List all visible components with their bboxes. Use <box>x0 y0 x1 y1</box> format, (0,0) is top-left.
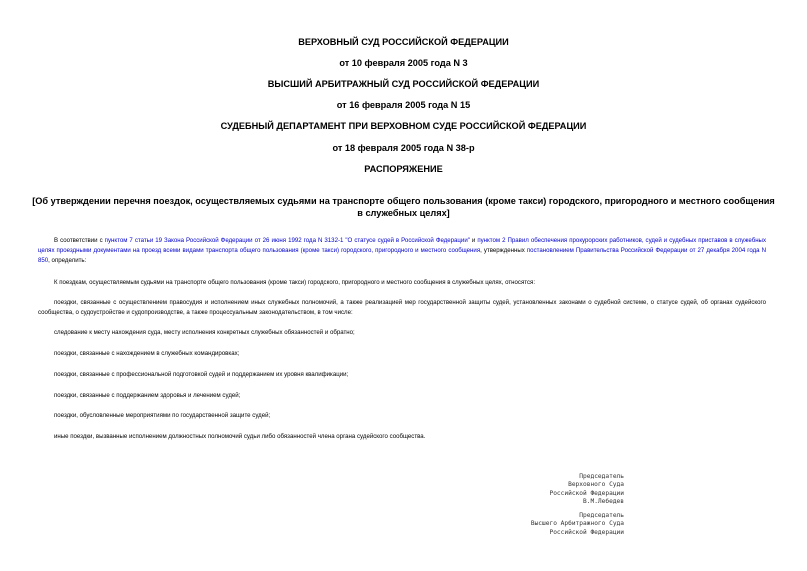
resolution-link[interactable]: постановлением Правительства Российской Федерации от 27 декабря 2004 года N 850 <box>38 246 766 264</box>
signature-line: Верховного Суда <box>568 481 624 489</box>
document-subject: [Об утверждении перечня поездок, осуществляемых судьями на транспорте общего пользования (кроме такси) городского, пригородного и местного сообщения в служебных целях] <box>32 196 775 218</box>
intro-paragraph <box>38 236 766 265</box>
department-title: СУДЕБНЫЙ ДЕПАРТАМЕНТ ПРИ ВЕРХОВНОМ СУДЕ РОССИЙСКОЙ ФЕДЕРАЦИИ <box>220 121 587 131</box>
document-type: РАСПОРЯЖЕНИЕ <box>364 164 443 174</box>
intro-text-2: и <box>469 237 478 244</box>
paragraph-text: поездки, связанные с нахождением в служебных командировках; <box>54 350 240 357</box>
paragraph <box>38 370 766 380</box>
signature-line: Российской Федерации <box>549 489 624 497</box>
paragraph <box>38 432 766 442</box>
intro-text-4: , определить: <box>48 256 87 264</box>
intro-text-3: , утвержденных <box>480 246 527 254</box>
law-link[interactable]: пунктом 7 статьи 19 Закона Российской Федерации от 26 июня 1992 года N 3132-1 "О статусе судей в Российской Федерации" <box>104 237 470 244</box>
date-number-2: от 16 февраля 2005 года N 15 <box>336 100 471 110</box>
signature-line: Российской Федерации <box>549 528 624 536</box>
date-number-3: от 18 февраля 2005 года N 38-р <box>332 143 475 153</box>
paragraph-text: поездки, обусловленные мероприятиями по государственной защите судей; <box>54 412 271 419</box>
signature-line: В.М.Лебедев <box>583 497 624 505</box>
signature-line: Председатель <box>579 473 624 480</box>
paragraph-text: поездки, связанные с поддержанием здоровья и лечением судей; <box>54 392 241 399</box>
signature-block-supreme <box>549 473 624 506</box>
paragraph <box>38 411 766 421</box>
signature-line: Высшего Арбитражного Суда <box>530 520 624 528</box>
paragraph-text: следование к месту нахождения суда, месту исполнения конкретных служебных обязанностей и обратно; <box>54 329 355 336</box>
paragraph-text: поездки, связанные с профессиональной подготовкой судей и поддержанием их уровня квалификации; <box>54 371 349 378</box>
paragraph <box>38 391 766 401</box>
court-title-supreme: ВЕРХОВНЫЙ СУД РОССИЙСКОЙ ФЕДЕРАЦИИ <box>298 37 509 47</box>
paragraph-text: К поездкам, осуществляемым судьями на транспорте общего пользования (кроме такси) городского, пригородного и местного сообщения в служебных целях, относятся: <box>54 279 536 286</box>
paragraph <box>38 349 766 359</box>
intro-text-1: В соответствии с <box>54 237 105 244</box>
paragraph <box>38 298 766 318</box>
signature-line: Председатель <box>579 512 624 519</box>
paragraph-text: поездки, связанные с осуществлением правосудия и исполнением иных служебных полномочий, а также реализацией мер государственной защиты судей, установленных законами о судебной системе, о статусе судей, об органах судейского сообщества, о судоустройстве и судопроизводстве, а также процессуальным законодательством, в том числе: <box>38 299 766 316</box>
rules-link[interactable]: пунктом 2 Правил обеспечения прокурорских работников, судей и судебных приставов в служебных целях проездными документами на проезд всеми видами транспорта общего пользования (кроме такси) городского, пригородного и местного сообщения <box>38 237 766 254</box>
paragraph <box>38 328 766 338</box>
paragraph <box>38 278 766 288</box>
court-title-arbitration: ВЫСШИЙ АРБИТРАЖНЫЙ СУД РОССИЙСКОЙ ФЕДЕРАЦИИ <box>267 79 540 89</box>
signature-block-arbitration <box>531 512 624 537</box>
date-number-1: от 10 февраля 2005 года N 3 <box>339 58 468 68</box>
paragraph-text: иные поездки, вызванные исполнением должностных полномочий судьи либо обязанностей члена органа судейского сообщества. <box>54 433 426 440</box>
